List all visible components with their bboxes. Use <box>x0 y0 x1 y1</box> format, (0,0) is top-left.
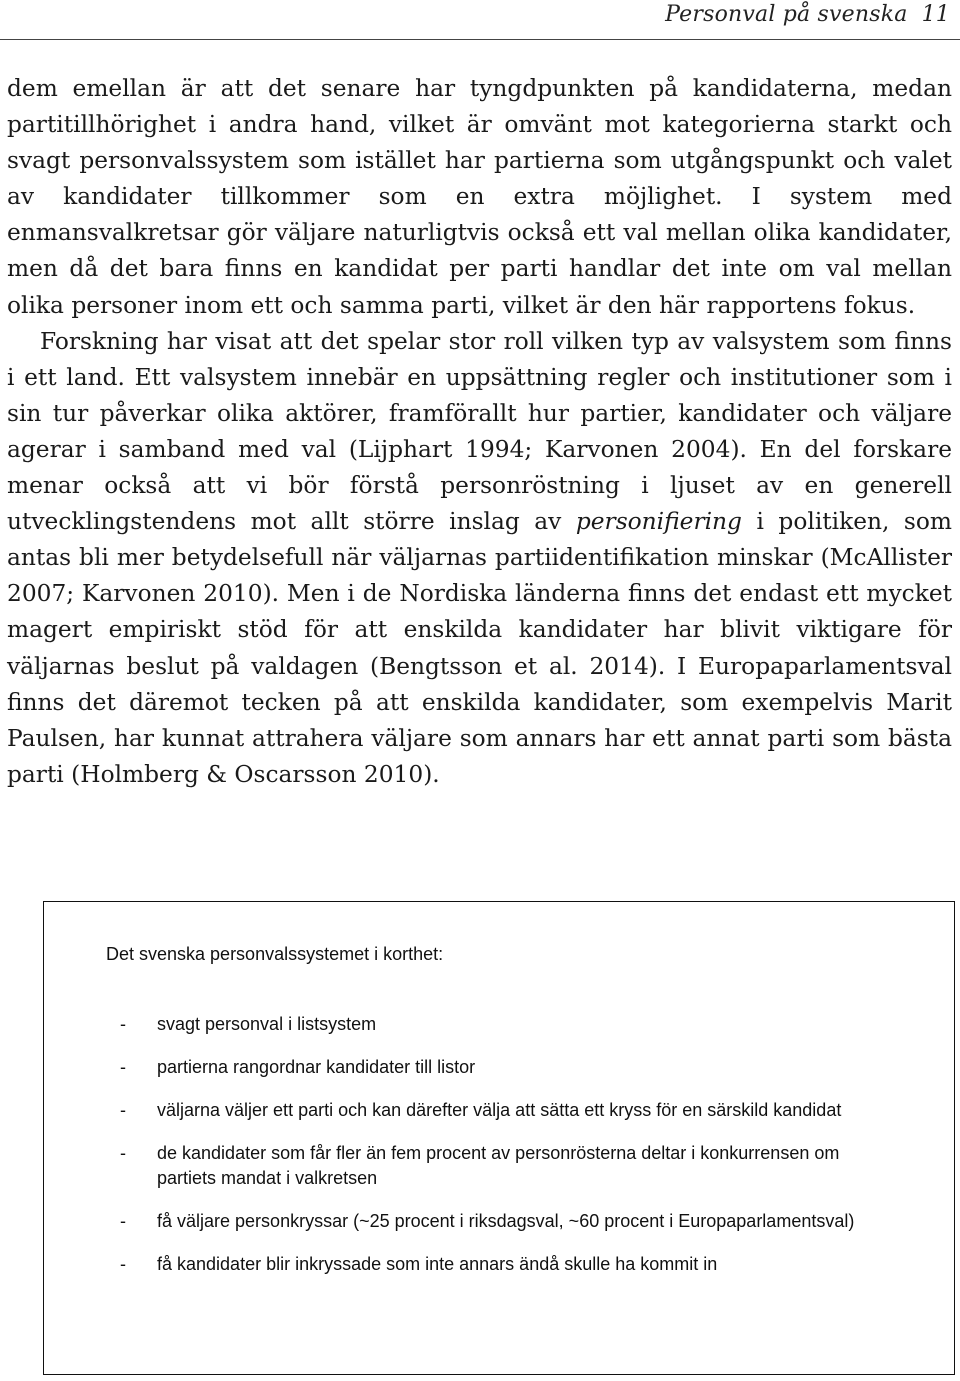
list-item <box>120 1141 880 1191</box>
fact-box-title: Det svenska personvalssystemet i korthet: <box>106 944 444 964</box>
bullet-dash: - <box>120 1211 126 1231</box>
list-item-text: partierna rangordnar kandidater till listor <box>157 1057 476 1077</box>
list-item <box>120 1098 880 1123</box>
bullet-dash: - <box>120 1254 126 1274</box>
bullet-dash: - <box>120 1057 126 1077</box>
list-item <box>120 1012 880 1037</box>
paragraph <box>7 324 952 793</box>
emphasized-term: personifiering <box>575 508 742 536</box>
list-item-text: få väljare personkryssar (~25 procent i riksdagsval, ~60 procent i Europaparlamentsval) <box>157 1211 855 1231</box>
list-item <box>120 1252 880 1277</box>
list-item-text: svagt personval i listsystem <box>157 1014 377 1034</box>
running-header <box>665 2 950 27</box>
header-rule <box>0 39 960 40</box>
paragraph-text: Forskning har visat att det spelar stor roll vilken typ av valsystem som finns i ett land. Ett valsystem innebär en uppsättning regler och institutioner som i sin tur påverkar olika aktörer, framförallt hur partier, kandidater och väljare agerar i samband med val (Lijphart 1994; Karvonen 2004). En del forskare menar också att vi bör förstå personröstning i ljuset av en generell utvecklingstendens mot allt större inslag av <box>7 327 952 536</box>
running-title: Personval på svenska <box>665 2 908 27</box>
fact-box <box>43 901 955 1375</box>
page-number: 11 <box>921 2 950 27</box>
list-item-text: få kandidater blir inkryssade som inte annars ändå skulle ha kommit in <box>157 1254 718 1274</box>
list-item-text: väljarna väljer ett parti och kan därefter välja att sätta ett kryss för en särskild kandidat <box>157 1100 842 1120</box>
body-text <box>7 71 952 793</box>
bullet-dash: - <box>120 1014 126 1034</box>
fact-box-list <box>120 1012 880 1295</box>
list-item-text: de kandidater som får fler än fem procent av personrösterna deltar i konkurrensen om partiets mandat i valkretsen <box>157 1143 840 1188</box>
bullet-dash: - <box>120 1100 126 1120</box>
bullet-dash: - <box>120 1143 126 1163</box>
paragraph: dem emellan är att det senare har tyngdpunkten på kandidaterna, medan partitillhörighet i andra hand, vilket är omvänt mot kategorierna starkt och svagt personvalssystem som istället har partierna som utgångspunkt och valet av kandidater tillkommer som en extra möjlighet. I system med enmansvalkretsar gör väljare naturligtvis också ett val mellan olika kandidater, men då det bara finns en kandidat per parti handlar det inte om val mellan olika personer inom ett och samma parti, vilket är den här rapportens fokus. <box>7 75 952 319</box>
list-item <box>120 1055 880 1080</box>
list-item <box>120 1209 880 1234</box>
paragraph-text: i politiken, som antas bli mer betydelsefull när väljarnas partiidentifikation minskar (McAllister 2007; Karvonen 2010). Men i de Nordiska länderna finns det endast ett mycket magert empiriskt stöd för att enskilda kandidater har blivit viktigare för väljarnas beslut på valdagen (Bengtsson et al. 2014). I Europaparlamentsval finns det däremot tecken på att enskilda kandidater, som exempelvis Marit Paulsen, har kunnat attrahera väljare som annars har ett annat parti som bästa parti (Holmberg & Oscarsson 2010). <box>7 508 952 788</box>
